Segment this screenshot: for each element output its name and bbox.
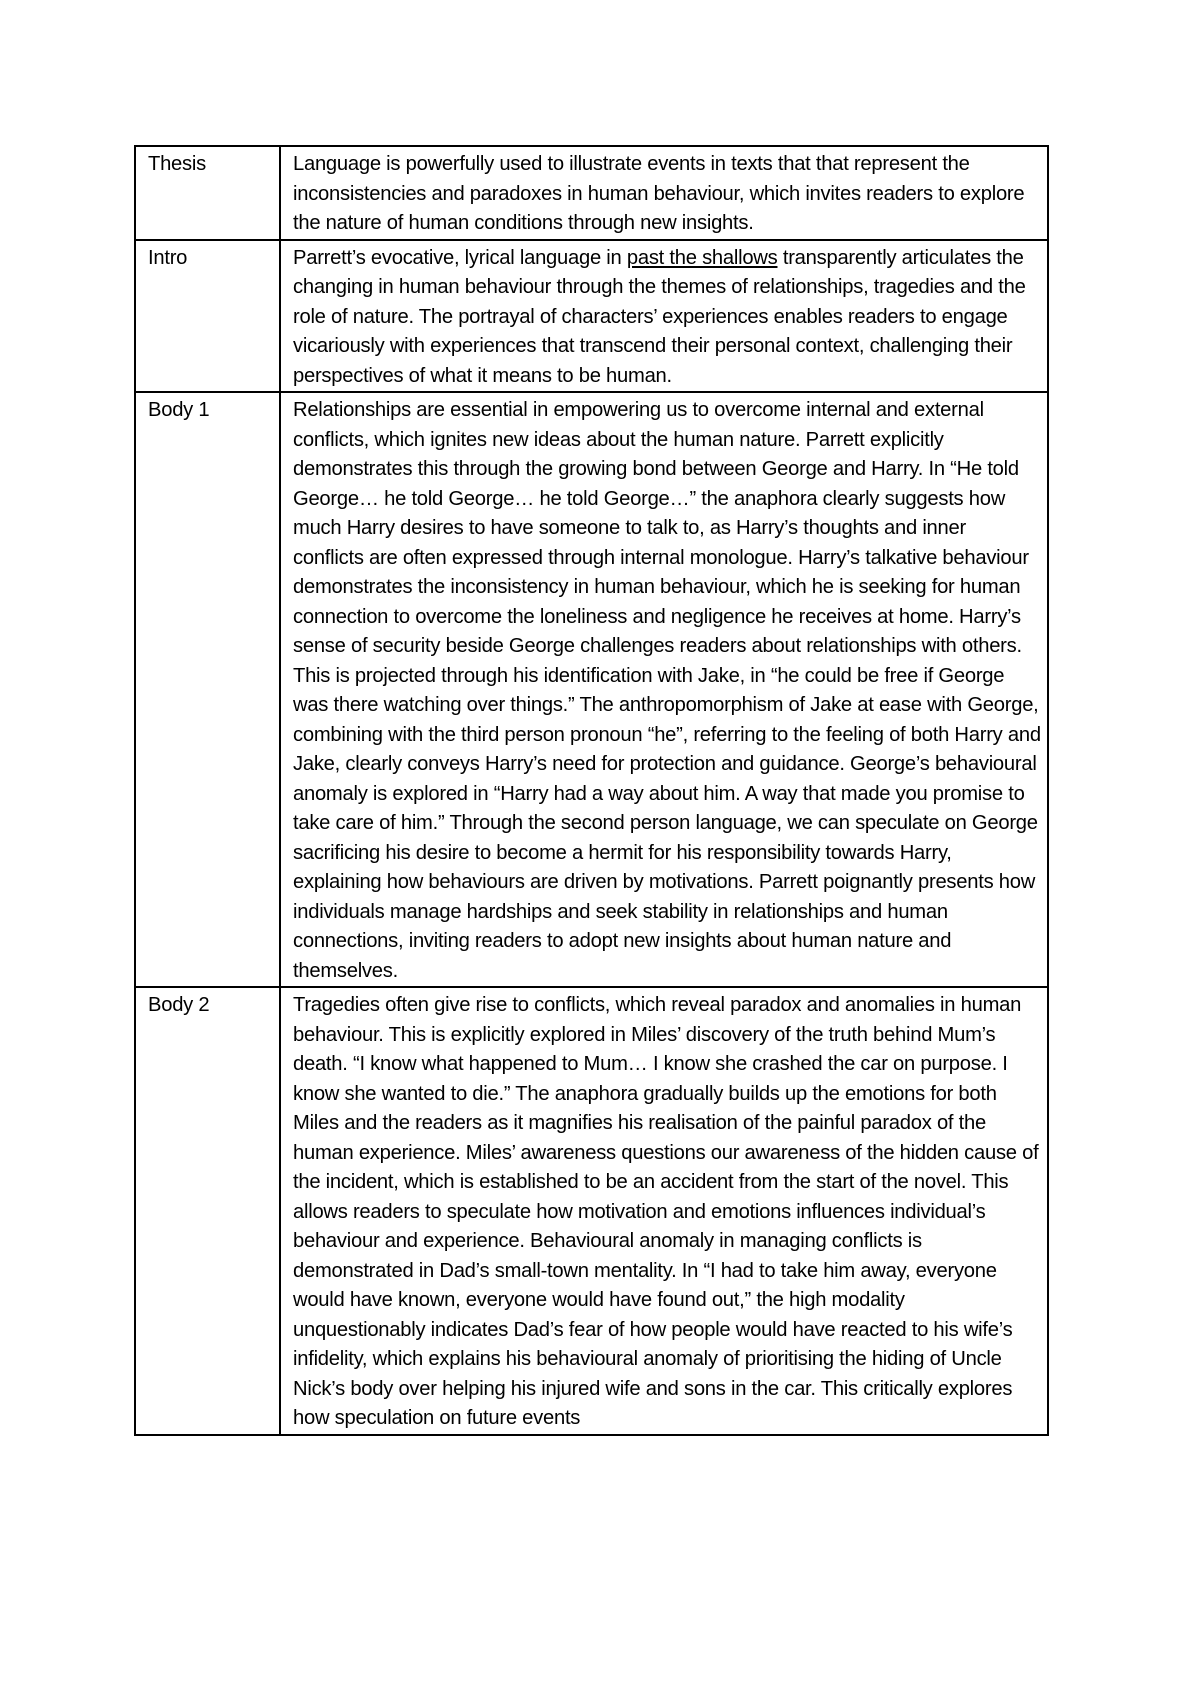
row-text-body-2: Tragedies often give rise to conflicts, which reveal paradox and anomalies in human behaviour. This is explicitly explored in Miles’ discovery of the truth behind Mum’s death. “I know what happened to Mum… I know she crashed the car on purpose. I know she wanted to die.” The anaphora gradually builds up the emotions for both Miles and the readers as it magnifies his realisation of the painful paradox of the human experience. Miles’ awareness questions our awareness of the hidden cause of the incident, which is established to be an accident from the start of the novel. This allows readers to speculate how motivation and emotions influences individual’s behaviour and experience. Behavioural anomaly in managing conflicts is demonstrated in Dad’s small-town mentality. In “I had to take him away, everyone would have known, everyone would have found out,” the high modality unquestionably indicates Dad’s fear of how people would have reacted to his wife’s infidelity, which explains his behavioural anomaly of prioritising the hiding of Uncle Nick’s body over helping his injured wife and sons in the car. This critically explores how speculation on future events	[280, 987, 1048, 1435]
table-row-intro	[135, 240, 1048, 393]
essay-plan-table	[134, 145, 1049, 1436]
row-text-body-1: Relationships are essential in empowering us to overcome internal and external conflicts, which ignites new ideas about the human nature. Parrett explicitly demonstrates this through the growing bond between George and Harry. In “He told George… he told George… he told George…” the anaphora clearly suggests how much Harry desires to have someone to talk to, as Harry’s thoughts and inner conflicts are often expressed through internal monologue. Harry’s talkative behaviour demonstrates the inconsistency in human behaviour, which he is seeking for human connection to overcome the loneliness and negligence he receives at home. Harry’s sense of security beside George challenges readers about relationships with others. This is projected through his identification with Jake, in “he could be free if George was there watching over things.” The anthropomorphism of Jake at ease with George, combining with the third person pronoun “he”, referring to the feeling of both Harry and Jake, clearly conveys Harry’s need for protection and guidance. George’s behavioural anomaly is explored in “Harry had a way about him. A way that made you promise to take care of him.” Through the second person language, we can speculate on George sacrificing his desire to become a hermit for his responsibility towards Harry, explaining how behaviours are driven by motivations. Parrett poignantly presents how individuals manage hardships and seek stability in relationships and human connections, inviting readers to adopt new insights about human nature and themselves.	[280, 392, 1048, 987]
table-row-body-2	[135, 987, 1048, 1435]
novel-title-underlined: past the shallows	[626, 246, 778, 269]
row-text-intro	[280, 240, 1048, 393]
row-label-body-2: Body 2	[135, 987, 280, 1435]
intro-text-before: Parrett’s evocative, lyrical language in	[293, 246, 627, 269]
row-label-thesis: Thesis	[135, 146, 280, 240]
row-label-body-1: Body 1	[135, 392, 280, 987]
row-text-thesis: Language is powerfully used to illustrate events in texts that that represent the inconsistencies and paradoxes in human behaviour, which invites readers to explore the nature of human conditions through new insights.	[280, 146, 1048, 240]
table-row-thesis	[135, 146, 1048, 240]
intro-text-after: transparently articulates the changing in human behaviour through the themes of relationships, tragedies and the role of nature. The portrayal of characters’ experiences enables readers to engage vicariously with experiences that transcend their personal context, challenging their perspectives of what it means to be human.	[293, 246, 1026, 387]
table-row-body-1	[135, 392, 1048, 987]
row-label-intro: Intro	[135, 240, 280, 393]
